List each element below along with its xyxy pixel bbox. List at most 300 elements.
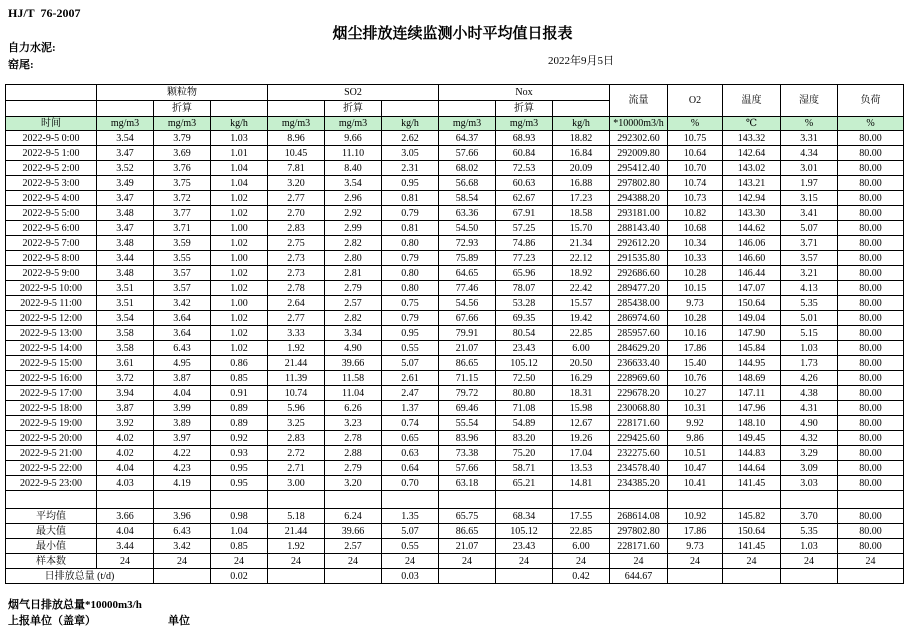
cell: 1.00 [211,251,268,266]
cell: 10.28 [668,266,723,281]
cell: 80.00 [838,341,904,356]
cell: 3.44 [97,539,154,554]
cell: 75.20 [496,446,553,461]
cell: 9.86 [668,431,723,446]
cell: 3.70 [781,509,838,524]
cell: 9.66 [325,131,382,146]
report-table [5,84,904,584]
cell: 234578.40 [610,461,668,476]
cell: 80.00 [838,431,904,446]
cell: 3.97 [154,431,211,446]
cell: 11.39 [268,371,325,386]
cell: 0.91 [211,386,268,401]
cell: 1.04 [211,176,268,191]
cell: 2.88 [325,446,382,461]
cell: 1.04 [211,524,268,539]
cell: 17.55 [553,509,610,524]
cell: 68.93 [496,131,553,146]
cell: 229425.60 [610,431,668,446]
cell: 17.86 [668,524,723,539]
cell: 3.71 [781,236,838,251]
hourly-row [6,131,904,146]
hourly-row [6,266,904,281]
cell: 54.56 [439,296,496,311]
cell: 146.60 [723,251,781,266]
cell: 10.73 [668,191,723,206]
time-cell: 2022-9-5 11:00 [6,296,97,311]
cell: 0.70 [382,476,439,491]
cell: 3.59 [154,236,211,251]
cell: 12.67 [553,416,610,431]
cell [838,569,904,584]
blank-cell [6,101,97,117]
cell: 2.96 [325,191,382,206]
cell: 1.03 [781,539,838,554]
unit-cell: mg/m3 [325,117,382,131]
cell: 23.43 [496,341,553,356]
cell: 2.77 [268,311,325,326]
col-header-flow: 流量 [610,85,668,117]
cell: 3.42 [154,296,211,311]
cell: 80.00 [838,509,904,524]
cell [668,491,723,509]
cell: 147.90 [723,326,781,341]
time-cell: 2022-9-5 15:00 [6,356,97,371]
cell: 147.07 [723,281,781,296]
hourly-row [6,206,904,221]
cell [610,491,668,509]
cell: 83.96 [439,431,496,446]
cell: 3.96 [154,509,211,524]
cell: 22.85 [553,524,610,539]
cell: 3.94 [97,386,154,401]
cell: 2.71 [268,461,325,476]
cell: 288143.40 [610,221,668,236]
cell: 3.77 [154,206,211,221]
cell: 77.46 [439,281,496,296]
cell: 24 [553,554,610,569]
cell: 2.57 [325,539,382,554]
cell: 24 [781,554,838,569]
cell: 148.10 [723,416,781,431]
summary-row [6,569,904,584]
time-column-header: 时间 [6,117,97,131]
hourly-row [6,476,904,491]
unit-cell: mg/m3 [97,117,154,131]
cell: 2.73 [268,266,325,281]
cell: 69.46 [439,401,496,416]
cell: 3.48 [97,236,154,251]
header-row-groups [6,85,904,101]
cell: 24 [439,554,496,569]
cell: 3.51 [97,281,154,296]
group-nox: Nox [439,85,610,101]
cell: 0.03 [382,569,439,584]
cell: 57.66 [439,461,496,476]
cell: 80.00 [838,401,904,416]
cell: 2.78 [325,431,382,446]
cell: 3.54 [97,131,154,146]
group-particulate: 颗粒物 [97,85,268,101]
cell: 0.80 [382,266,439,281]
cell: 80.00 [838,146,904,161]
cell: 4.31 [781,401,838,416]
cell: 1.00 [211,221,268,236]
cell: 1.73 [781,356,838,371]
hourly-row [6,461,904,476]
hourly-row [6,401,904,416]
cell: 3.79 [154,131,211,146]
cell: 5.35 [781,524,838,539]
cell: 3.58 [97,326,154,341]
cell: 3.76 [154,161,211,176]
cell: 86.65 [439,356,496,371]
time-cell: 2022-9-5 3:00 [6,176,97,191]
cell: 2.99 [325,221,382,236]
cell: 2.79 [325,461,382,476]
cell: 3.49 [97,176,154,191]
cell: 0.95 [382,326,439,341]
col-header-humidity: 湿度 [781,85,838,117]
cell: 146.06 [723,236,781,251]
unit-cell: kg/h [211,117,268,131]
cell: 80.00 [838,296,904,311]
doc-standard-code: HJ/T 76-2007 [8,6,81,20]
cell: 10.27 [668,386,723,401]
cell: 7.81 [268,161,325,176]
cell: 72.50 [496,371,553,386]
cell: 2.79 [325,281,382,296]
cell: 10.74 [668,176,723,191]
cell: 11.10 [325,146,382,161]
cell: 297802.80 [610,524,668,539]
cell: 78.07 [496,281,553,296]
hourly-row [6,236,904,251]
cell: 0.79 [382,311,439,326]
cell: 13.53 [553,461,610,476]
cell: 148.69 [723,371,781,386]
cell: 6.00 [553,341,610,356]
blank-cell [439,101,496,117]
cell: 230068.80 [610,401,668,416]
cell: 3.41 [781,206,838,221]
cell: 6.43 [154,341,211,356]
cell: 3.00 [268,476,325,491]
cell: 80.00 [838,221,904,236]
cell: 3.47 [97,221,154,236]
cell: 144.83 [723,446,781,461]
cell: 3.55 [154,251,211,266]
cell: 80.00 [838,161,904,176]
cell: 4.32 [781,431,838,446]
cell: 229678.20 [610,386,668,401]
blank-cell [97,101,154,117]
cell: 292686.60 [610,266,668,281]
cell: 65.96 [496,266,553,281]
cell: 147.11 [723,386,781,401]
cell: 4.90 [325,341,382,356]
cell: 0.81 [382,221,439,236]
cell: 60.84 [496,146,553,161]
cell: 16.29 [553,371,610,386]
cell: 15.40 [668,356,723,371]
time-cell: 2022-9-5 14:00 [6,341,97,356]
cell: 5.07 [781,221,838,236]
cell: 3.72 [97,371,154,386]
cell: 1.00 [211,296,268,311]
cell: 15.98 [553,401,610,416]
cell: 6.43 [154,524,211,539]
cell: 10.16 [668,326,723,341]
cell: 1.02 [211,326,268,341]
cell: 232275.60 [610,446,668,461]
cell: 11.58 [325,371,382,386]
cell: 71.08 [496,401,553,416]
cell: 80.00 [838,326,904,341]
col-header-temperature: 温度 [723,85,781,117]
report-date: 2022年9月5日 [548,55,614,67]
cell: 10.31 [668,401,723,416]
time-cell: 2022-9-5 17:00 [6,386,97,401]
cell: 55.54 [439,416,496,431]
time-cell: 2022-9-5 20:00 [6,431,97,446]
hourly-row [6,146,904,161]
cell: 17.04 [553,446,610,461]
cell: 1.02 [211,311,268,326]
cell: 62.67 [496,191,553,206]
cell: 150.64 [723,296,781,311]
cell: 3.09 [781,461,838,476]
page-title: 烟尘排放连续监测小时平均值日报表 [332,26,573,42]
cell: 0.98 [211,509,268,524]
time-cell: 2022-9-5 1:00 [6,146,97,161]
cell: 83.20 [496,431,553,446]
cell: 24 [496,554,553,569]
time-cell: 2022-9-5 23:00 [6,476,97,491]
cell: 58.71 [496,461,553,476]
cell [439,491,496,509]
time-cell: 2022-9-5 16:00 [6,371,97,386]
cell: 1.02 [211,281,268,296]
cell: 11.04 [325,386,382,401]
cell: 3.20 [268,176,325,191]
cell: 105.12 [496,356,553,371]
blank-cell [268,101,325,117]
cell: 68.34 [496,509,553,524]
time-cell: 2022-9-5 7:00 [6,236,97,251]
cell [325,491,382,509]
hourly-row [6,356,904,371]
cell: 3.34 [325,326,382,341]
cell: 8.96 [268,131,325,146]
cell: 1.03 [781,341,838,356]
cell: 4.04 [154,386,211,401]
cell: 22.42 [553,281,610,296]
cell: 80.00 [838,524,904,539]
hourly-row [6,281,904,296]
cell: 3.44 [97,251,154,266]
cell: 1.01 [211,146,268,161]
cell: 3.03 [781,476,838,491]
cell [325,569,382,584]
cell: 3.05 [382,146,439,161]
summary-label: 最大值 [6,524,97,539]
cell: 0.64 [382,461,439,476]
cell: 80.00 [838,206,904,221]
hourly-row [6,341,904,356]
cell: 18.92 [553,266,610,281]
cell: 0.95 [382,176,439,191]
cell: 58.54 [439,191,496,206]
cell: 4.13 [781,281,838,296]
cell: 3.75 [154,176,211,191]
cell: 145.84 [723,341,781,356]
cell: 1.02 [211,191,268,206]
cell: 144.64 [723,461,781,476]
cell: 24 [154,554,211,569]
cell: 141.45 [723,539,781,554]
cell: 149.04 [723,311,781,326]
cell [154,569,211,584]
unit-label: 单位 [168,615,190,627]
corner-cell [6,85,97,101]
time-cell: 2022-9-5 10:00 [6,281,97,296]
cell: 285957.60 [610,326,668,341]
summary-label: 日排放总量 (t/d) [6,569,154,584]
unit-cell: mg/m3 [496,117,553,131]
cell: 54.50 [439,221,496,236]
cell: 3.89 [154,416,211,431]
cell: 5.07 [382,524,439,539]
time-cell: 2022-9-5 9:00 [6,266,97,281]
cell: 10.41 [668,476,723,491]
cell: 6.24 [325,509,382,524]
cell: 293181.00 [610,206,668,221]
cell: 79.91 [439,326,496,341]
cell: 1.35 [382,509,439,524]
cell: 145.82 [723,509,781,524]
cell: 3.99 [154,401,211,416]
cell: 3.57 [154,281,211,296]
cell: 73.38 [439,446,496,461]
cell: 285438.00 [610,296,668,311]
cell: 4.19 [154,476,211,491]
cell: 21.07 [439,539,496,554]
cell: 0.89 [211,401,268,416]
cell: 65.75 [439,509,496,524]
cell: 3.20 [325,476,382,491]
time-cell: 2022-9-5 19:00 [6,416,97,431]
cell: 2.83 [268,431,325,446]
hourly-row [6,191,904,206]
cell: 0.79 [382,206,439,221]
cell: 291535.80 [610,251,668,266]
cell: 17.23 [553,191,610,206]
cell: 3.33 [268,326,325,341]
cell: 2.72 [268,446,325,461]
cell: 5.07 [382,356,439,371]
cell: 3.61 [97,356,154,371]
cell: 2.57 [325,296,382,311]
summary-row [6,509,904,524]
cell: 2.82 [325,311,382,326]
cell: 20.50 [553,356,610,371]
cell: 80.00 [838,476,904,491]
blank-cell [553,101,610,117]
cell: 284629.20 [610,341,668,356]
cell: 3.64 [154,326,211,341]
cell: 4.04 [97,461,154,476]
cell: 9.92 [668,416,723,431]
cell: 80.00 [838,236,904,251]
cell: 5.01 [781,311,838,326]
cell: 4.95 [154,356,211,371]
cell: 10.74 [268,386,325,401]
cell: 3.52 [97,161,154,176]
cell: 1.37 [382,401,439,416]
cell: 3.72 [154,191,211,206]
cell: 292009.80 [610,146,668,161]
cell: 22.12 [553,251,610,266]
time-cell: 2022-9-5 12:00 [6,311,97,326]
cell: 0.95 [211,461,268,476]
cell: 2.61 [382,371,439,386]
cell [154,491,211,509]
cell: 4.02 [97,431,154,446]
cell: 2.83 [268,221,325,236]
cell: 4.34 [781,146,838,161]
company-label: 自力水泥: [8,42,56,54]
cell: 146.44 [723,266,781,281]
cell: 57.66 [439,146,496,161]
cell: 286974.60 [610,311,668,326]
cell: 39.66 [325,356,382,371]
summary-label: 平均值 [6,509,97,524]
cell: 80.00 [838,371,904,386]
cell: 80.54 [496,326,553,341]
cell: 63.36 [439,206,496,221]
cell: 2.73 [268,251,325,266]
cell: 10.64 [668,146,723,161]
unit-cell: mg/m3 [268,117,325,131]
cell [439,569,496,584]
header-row-units [6,117,904,131]
time-cell: 2022-9-5 0:00 [6,131,97,146]
cell: 10.28 [668,311,723,326]
time-cell: 2022-9-5 8:00 [6,251,97,266]
cell: 3.25 [268,416,325,431]
cell: 2.92 [325,206,382,221]
cell: 0.85 [211,539,268,554]
hourly-row [6,446,904,461]
cell: 3.31 [781,131,838,146]
cell: 5.18 [268,509,325,524]
cell: 80.00 [838,356,904,371]
cell: 18.82 [553,131,610,146]
cell: 80.00 [838,266,904,281]
cell: 8.40 [325,161,382,176]
kiln-tail-label: 窑尾: [8,59,34,71]
cell: 0.80 [382,281,439,296]
cell: 67.66 [439,311,496,326]
cell: 80.00 [838,281,904,296]
unit-cell: *10000m3/h [610,117,668,131]
cell: 17.86 [668,341,723,356]
unit-cell: mg/m3 [154,117,211,131]
cell: 80.00 [838,311,904,326]
time-cell: 2022-9-5 21:00 [6,446,97,461]
cell: 10.68 [668,221,723,236]
